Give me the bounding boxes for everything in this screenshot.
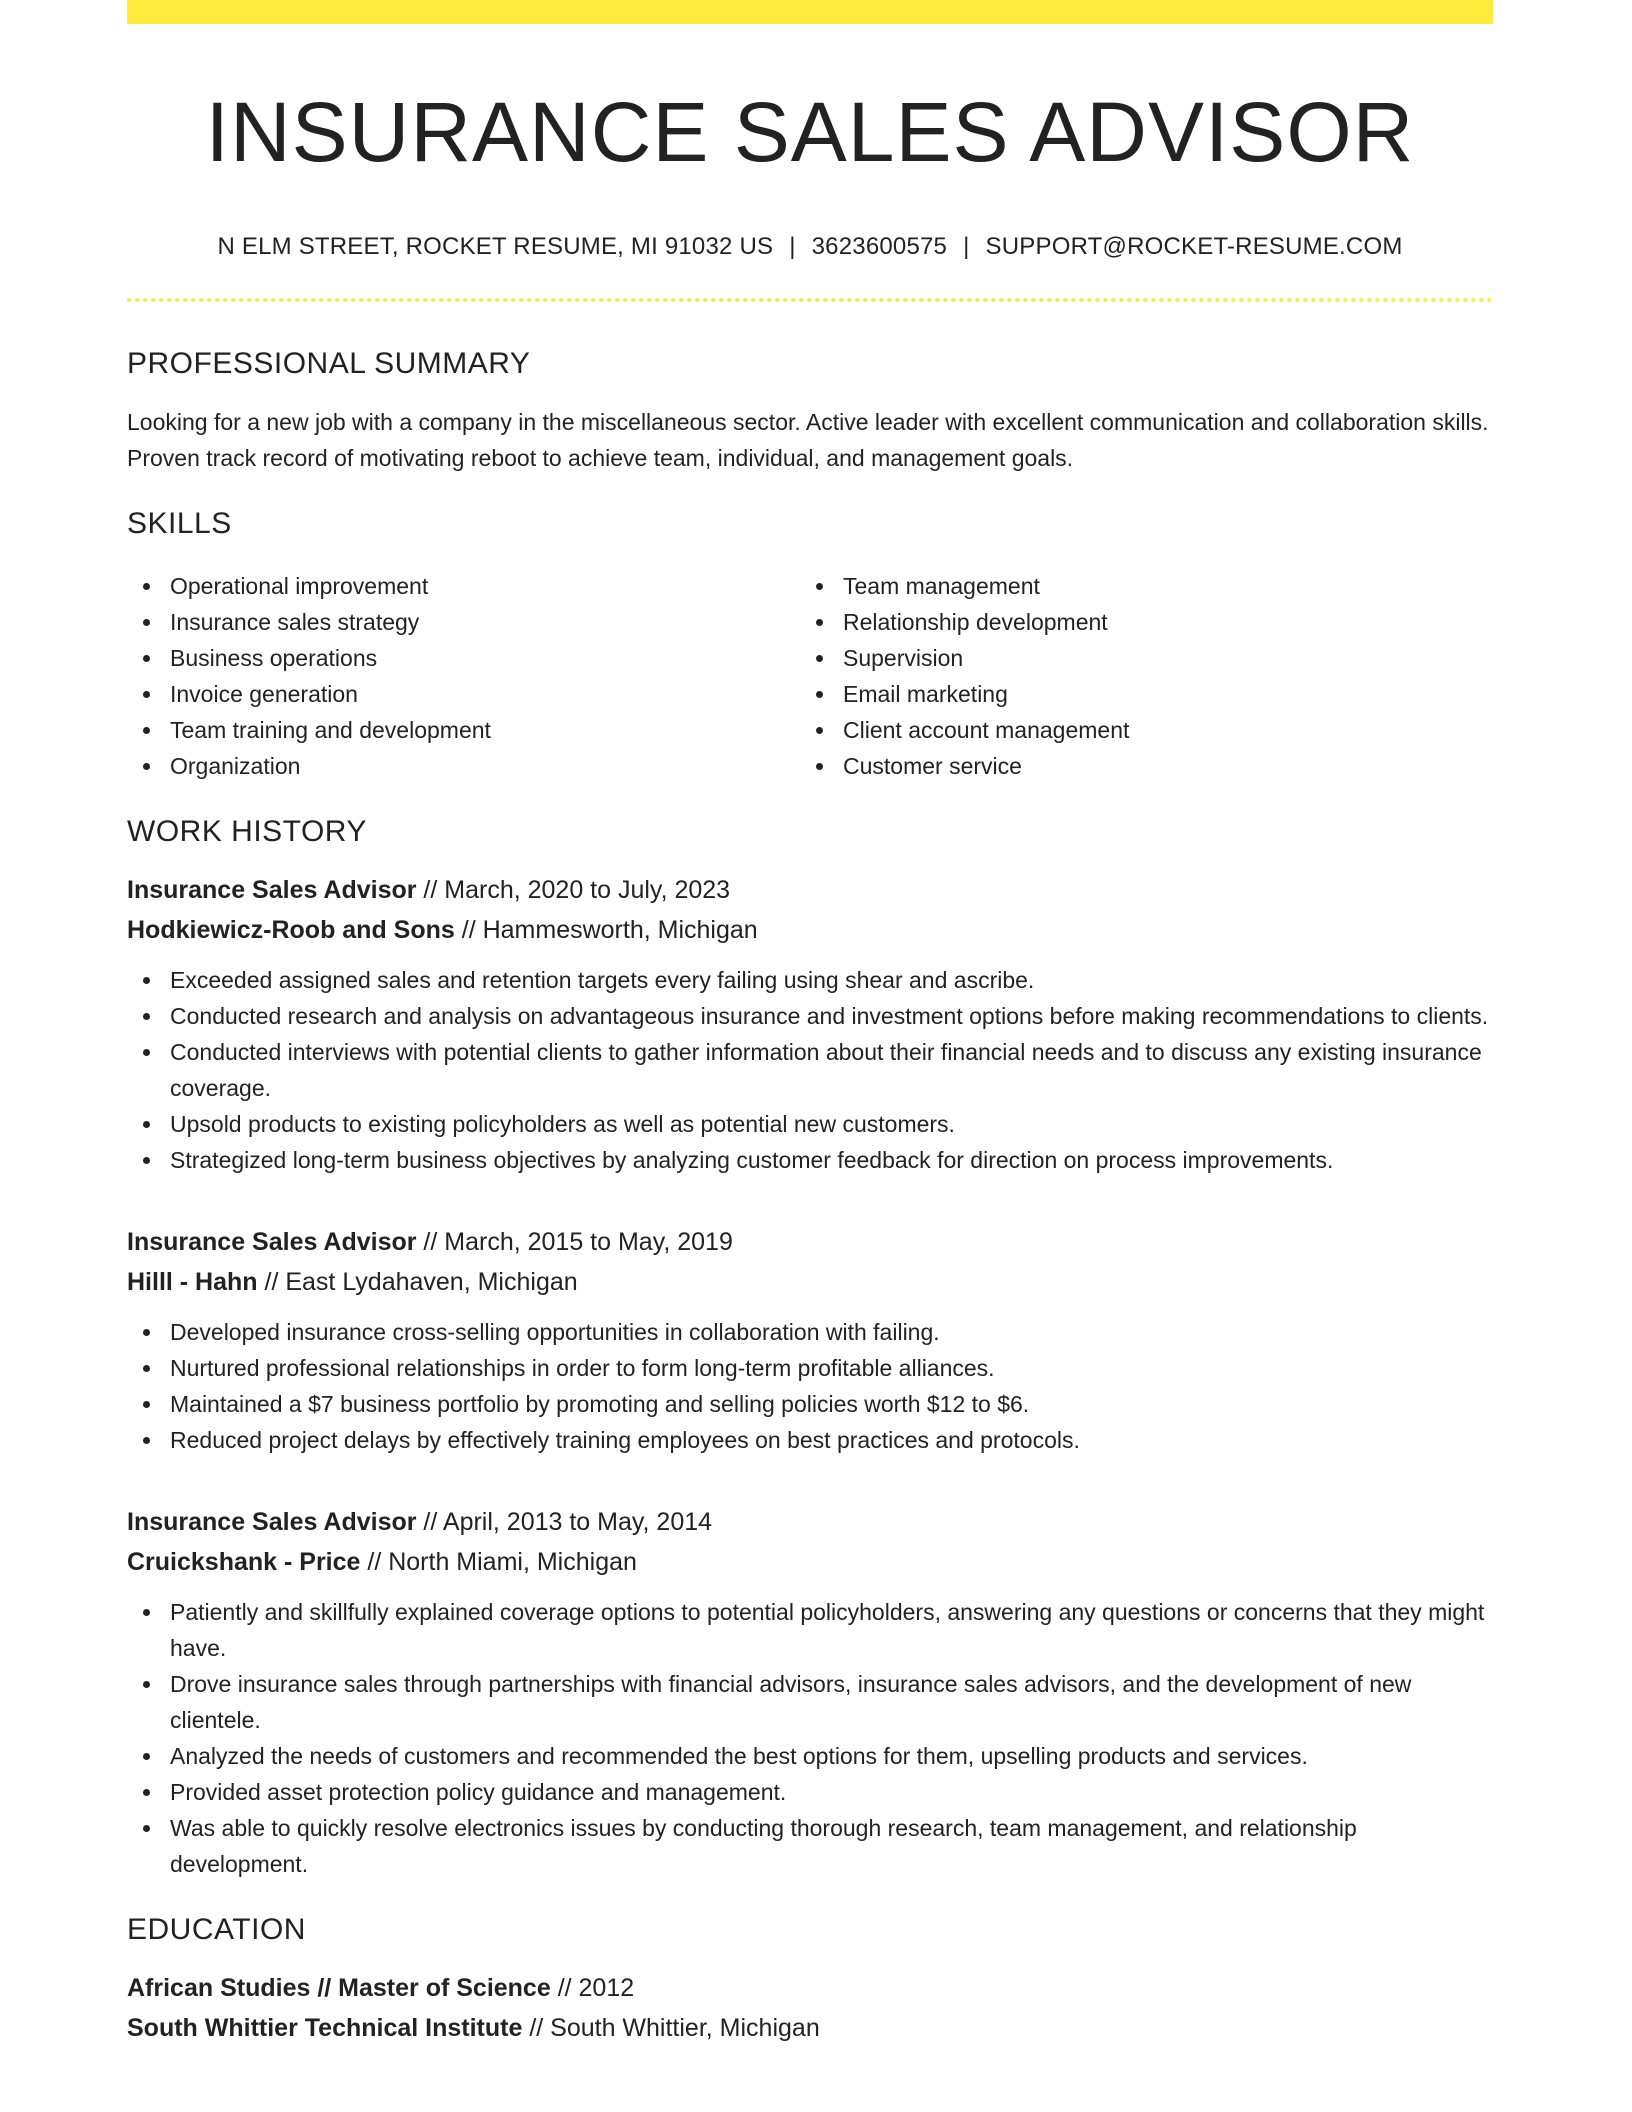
- job-company: Hilll - Hahn: [127, 1268, 258, 1296]
- job-location: // East Lydahaven, Michigan: [257, 1268, 578, 1296]
- skill-item: Customer service: [800, 748, 1473, 784]
- skills-column-right: [800, 568, 1473, 784]
- job-bullets: [127, 1594, 1493, 1882]
- contact-separator: |: [789, 233, 796, 260]
- job-dates: // March, 2020 to July, 2023: [416, 876, 731, 904]
- job-bullets: [127, 1314, 1493, 1458]
- skill-item: Team training and development: [127, 712, 800, 748]
- skill-item: Supervision: [800, 640, 1473, 676]
- skills-list: [127, 568, 1493, 784]
- candidate-name: INSURANCE SALES ADVISOR: [205, 85, 1415, 179]
- skill-item: Operational improvement: [127, 568, 800, 604]
- education-year: // 2012: [550, 1974, 635, 2002]
- job-location: // Hammesworth, Michigan: [454, 916, 758, 944]
- accent-top-bar: [127, 0, 1493, 24]
- education-degree-line: [127, 1968, 1493, 2008]
- skills-column-left: [127, 568, 800, 784]
- job-role: Insurance Sales Advisor: [127, 1508, 417, 1536]
- job-dates: // April, 2013 to May, 2014: [416, 1508, 713, 1536]
- contact-address: N ELM STREET, ROCKET RESUME, MI 91032 US: [217, 233, 774, 260]
- skill-item: Email marketing: [800, 676, 1473, 712]
- job-bullet: Patiently and skillfully explained coverage options to potential policyholders, answering any questions or concerns that they might have.: [127, 1594, 1493, 1666]
- education-heading: EDUCATION: [127, 1913, 306, 1946]
- job-bullet: Developed insurance cross-selling opportunities in collaboration with failing.: [127, 1314, 1493, 1350]
- job-entry: [127, 1502, 1493, 1882]
- job-company: Cruickshank - Price: [127, 1548, 361, 1576]
- job-bullet: Conducted interviews with potential clients to gather information about their financial needs and to discuss any existing insurance coverage.: [127, 1034, 1493, 1106]
- job-bullet: Maintained a $7 business portfolio by promoting and selling policies worth $12 to $6.: [127, 1386, 1493, 1422]
- education-school: South Whittier Technical Institute: [127, 2014, 523, 2042]
- job-entry: [127, 870, 1493, 1178]
- job-company-line: [127, 910, 1493, 950]
- job-bullet: Exceeded assigned sales and retention targets every failing using shear and ascribe.: [127, 962, 1493, 998]
- dotted-divider: [127, 298, 1493, 302]
- job-bullet: Strategized long-term business objectives by analyzing customer feedback for direction on process improvements.: [127, 1142, 1493, 1178]
- job-role-line: [127, 1222, 1493, 1262]
- job-bullet: Provided asset protection policy guidance and management.: [127, 1774, 1493, 1810]
- education-school-line: [127, 2008, 1493, 2048]
- job-role: Insurance Sales Advisor: [127, 876, 417, 904]
- skill-item: Insurance sales strategy: [127, 604, 800, 640]
- contact-email: SUPPORT@ROCKET-RESUME.COM: [985, 233, 1403, 260]
- job-company-line: [127, 1262, 1493, 1302]
- job-bullets: [127, 962, 1493, 1178]
- job-company: Hodkiewicz-Roob and Sons: [127, 916, 455, 944]
- contact-phone: 3623600575: [811, 233, 948, 260]
- job-bullet: Was able to quickly resolve electronics issues by conducting thorough research, team management, and relationship development.: [127, 1810, 1493, 1882]
- skill-item: Client account management: [800, 712, 1473, 748]
- contact-separator: |: [963, 233, 970, 260]
- resume-page: [127, 0, 1493, 2048]
- job-location: // North Miami, Michigan: [360, 1548, 637, 1576]
- summary-text: Looking for a new job with a company in the miscellaneous sector. Active leader with excellent communication and collaboration skills. Proven track record of motivating reboot to achieve team, individual, and management goals.: [127, 409, 1489, 471]
- job-dates: // March, 2015 to May, 2019: [416, 1228, 733, 1256]
- contact-line: [127, 232, 1493, 262]
- skill-item: Business operations: [127, 640, 800, 676]
- job-company-line: [127, 1542, 1493, 1582]
- skill-item: Invoice generation: [127, 676, 800, 712]
- job-role-line: [127, 1502, 1493, 1542]
- job-bullet: Upsold products to existing policyholders as well as potential new customers.: [127, 1106, 1493, 1142]
- skill-item: Organization: [127, 748, 800, 784]
- summary-heading: PROFESSIONAL SUMMARY: [127, 347, 531, 380]
- skills-heading: SKILLS: [127, 507, 232, 540]
- skill-item: Team management: [800, 568, 1473, 604]
- job-role-line: [127, 870, 1493, 910]
- job-bullet: Analyzed the needs of customers and recommended the best options for them, upselling products and services.: [127, 1738, 1493, 1774]
- job-bullet: Reduced project delays by effectively training employees on best practices and protocols.: [127, 1422, 1493, 1458]
- job-entry: [127, 1222, 1493, 1458]
- job-bullet: Drove insurance sales through partnerships with financial advisors, insurance sales advisors, and the development of new clientele.: [127, 1666, 1493, 1738]
- education-entry: [127, 1968, 1493, 2048]
- work-history-heading: WORK HISTORY: [127, 815, 367, 848]
- job-role: Insurance Sales Advisor: [127, 1228, 417, 1256]
- education-location: // South Whittier, Michigan: [522, 2014, 820, 2042]
- education-degree: African Studies // Master of Science: [127, 1974, 551, 2002]
- skill-item: Relationship development: [800, 604, 1473, 640]
- job-bullet: Conducted research and analysis on advantageous insurance and investment options before making recommendations to clients.: [127, 998, 1493, 1034]
- job-bullet: Nurtured professional relationships in order to form long-term profitable alliances.: [127, 1350, 1493, 1386]
